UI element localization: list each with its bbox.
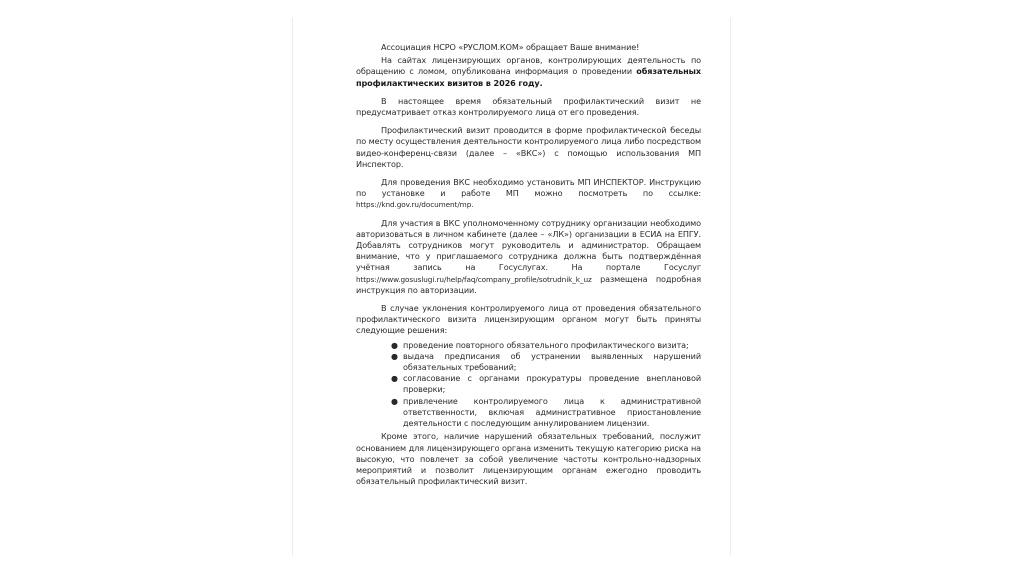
paragraph-risk-category: Кроме этого, наличие нарушений обязательных требований, послужит основанием для лицензирующего органа изменить текущую категорию риска на высокую, что повлечет за собой увеличение частоты контрольно-надзорных мероприятий и позволит лицензирующим органам ежегодно проводить обязательный профилактический визит.	[356, 431, 701, 487]
list-item: ● согласование с органами прокуратуры проведение внеплановой проверки;	[391, 373, 701, 395]
paragraph-evasion: В случае уклонения контролируемого лица от проведения обязательного профилактического визита лицензирующим органом могут быть приняты следующие решения:	[356, 303, 701, 336]
list-item: ● привлечение контролируемого лица к административной ответственности, включая административное приостановление деятельности с последующим аннулированием лицензии.	[391, 395, 701, 429]
paragraph-visit-format: Профилактический визит проводится в форме профилактической беседы по месту осуществления деятельности контролируемого лица либо посредством видео-конференц-связи (далее – «ВКС») с помощью использования МП Инспектор.	[356, 125, 701, 169]
bullet-icon: ●	[391, 351, 398, 361]
list-item: ● проведение повторного обязательного профилактического визита;	[391, 339, 689, 350]
paragraph-no-refusal: В настоящее время обязательный профилактический визит не предусматривает отказ контролируемого лица от его проведения.	[356, 95, 701, 118]
greeting: Ассоциация НСРО «РУСЛОМ.КОМ» обращает Ваше внимание!	[381, 42, 640, 52]
install-text: Для проведения ВКС необходимо установить МП ИНСПЕКТОР. Инструкцию по установке и работе МП можно посмотреть по ссылке:	[356, 177, 701, 199]
paragraph-announcement	[356, 55, 701, 89]
document-content	[356, 42, 701, 494]
authorization-text: Для участия в ВКС уполномоченному сотруднику организации необходимо авторизоваться в личном кабинете (далее – «ЛК») организации в ЕСИА на ЕПГУ. Добавлять сотрудников могут руководитель и администратор. Обращаем внимание, что у приглашаемого сотрудника должна быть подтверждённая учётная запись на Госуслугах. На портале Госуслуг	[356, 217, 701, 273]
list-item: ● выдача предписания об устранении выявленных нарушений обязательных требований;	[391, 350, 701, 373]
authorization-tail: размещена подробная инструкция по авторизации.	[356, 273, 701, 295]
paragraph-authorization	[356, 218, 701, 296]
knd-link[interactable]: https://knd.gov.ru/document/mp.	[356, 200, 474, 210]
consequences-list	[356, 340, 701, 430]
bullet-icon: ●	[391, 340, 398, 350]
document-page	[292, 18, 731, 556]
announcement-bold: обязательных профилактических визитов в 2026 году.	[356, 66, 701, 88]
bullet-icon: ●	[391, 396, 398, 406]
paragraph-install-app	[356, 177, 701, 211]
announcement-text: На сайтах лицензирующих органов, контролирующих деятельность по обращению с ломом, опубликована информация о проведении	[356, 55, 701, 77]
gosuslugi-link[interactable]: https://www.gosuslugi.ru/help/faq/company_profile/sotrudnik_k_uz	[356, 274, 592, 284]
bullet-icon: ●	[391, 374, 398, 384]
